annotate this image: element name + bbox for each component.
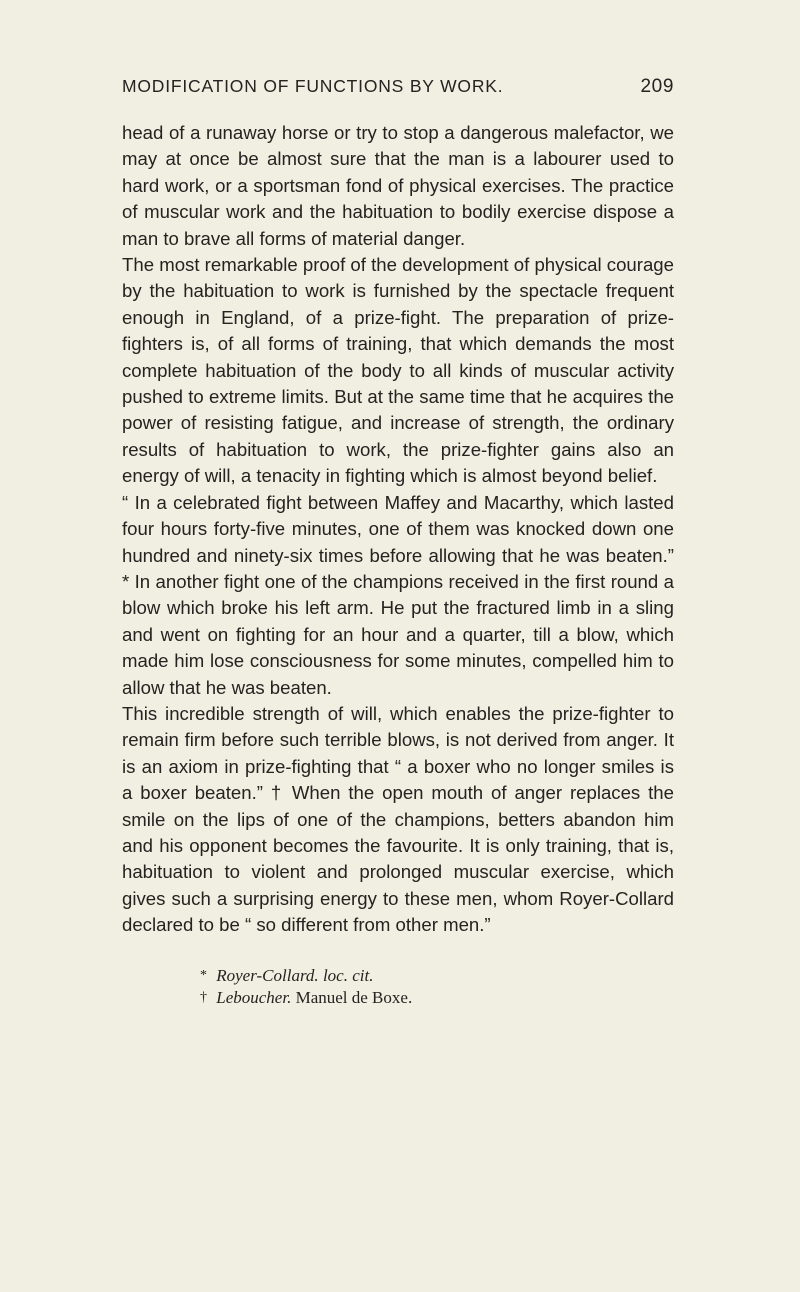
paragraph-4: This incredible strength of will, which enables the prize-fighter to remain firm before such terrible blows, is not derived from anger. It is an axiom in prize-fighting that “ a boxer who no longer smiles is a boxer beaten.” † When the open mouth of anger replaces the smile on the lips of one of the champions, betters abandon him and his opponent becomes the favourite. It is only training, that is, habituation to violent and prolonged muscular exercise, which gives such a surprising energy to these men, whom Royer-Collard declared to be “ so different from other men.” bbox=[122, 702, 674, 936]
footnote-1 bbox=[200, 965, 674, 987]
footnote-mark: † bbox=[200, 989, 207, 1005]
running-title: MODIFICATION OF FUNCTIONS BY WORK. bbox=[122, 76, 504, 96]
footnote-2 bbox=[200, 987, 674, 1009]
paragraph-3: “ In a celebrated fight between Maffey and Macarthy, which lasted four hours forty-five minutes, one of them was knocked down one hundred and ninety-six times before allowing that he was beaten.” * In another fight one of the champions received in the first round a blow which broke his left arm. He put the fractured limb in a sling and went on fighting for an hour and a quarter, till a blow, which made him lose consciousness for some minutes, compelled him to allow that he was beaten. bbox=[122, 491, 674, 698]
footnote-mark: * bbox=[200, 967, 207, 983]
running-head bbox=[122, 76, 674, 98]
footnote-reference: loc. cit. bbox=[322, 965, 374, 985]
body-text bbox=[122, 120, 674, 939]
footnote-reference: Manuel de Boxe. bbox=[295, 987, 413, 1007]
footnotes bbox=[122, 965, 674, 1009]
footnote-author: Royer-Collard. bbox=[216, 965, 319, 985]
footnote-author: Leboucher. bbox=[216, 987, 292, 1007]
page-number: 209 bbox=[640, 76, 674, 97]
paragraph-1: head of a runaway horse or try to stop a dangerous malefactor, we may at once be almost sure that the man is a labourer used to hard work, or a sportsman fond of physical exercises. The practice of muscular work and the habituation to bodily exercise dispose a man to brave all forms of material danger. bbox=[122, 122, 674, 249]
paragraph-2: The most remarkable proof of the development of physical courage by the habituation to work is furnished by the spectacle frequent enough in England, of a prize-fight. The preparation of prize-fighters is, of all forms of training, that which demands the most complete habituation of the body to all kinds of muscular activity pushed to extreme limits. But at the same time that he acquires the power of resisting fatigue, and increase of strength, the ordinary results of habituation to work, the prize-fighter gains also an energy of will, a tenacity in fighting which is almost beyond belief. bbox=[122, 254, 674, 487]
book-page bbox=[122, 76, 674, 1009]
